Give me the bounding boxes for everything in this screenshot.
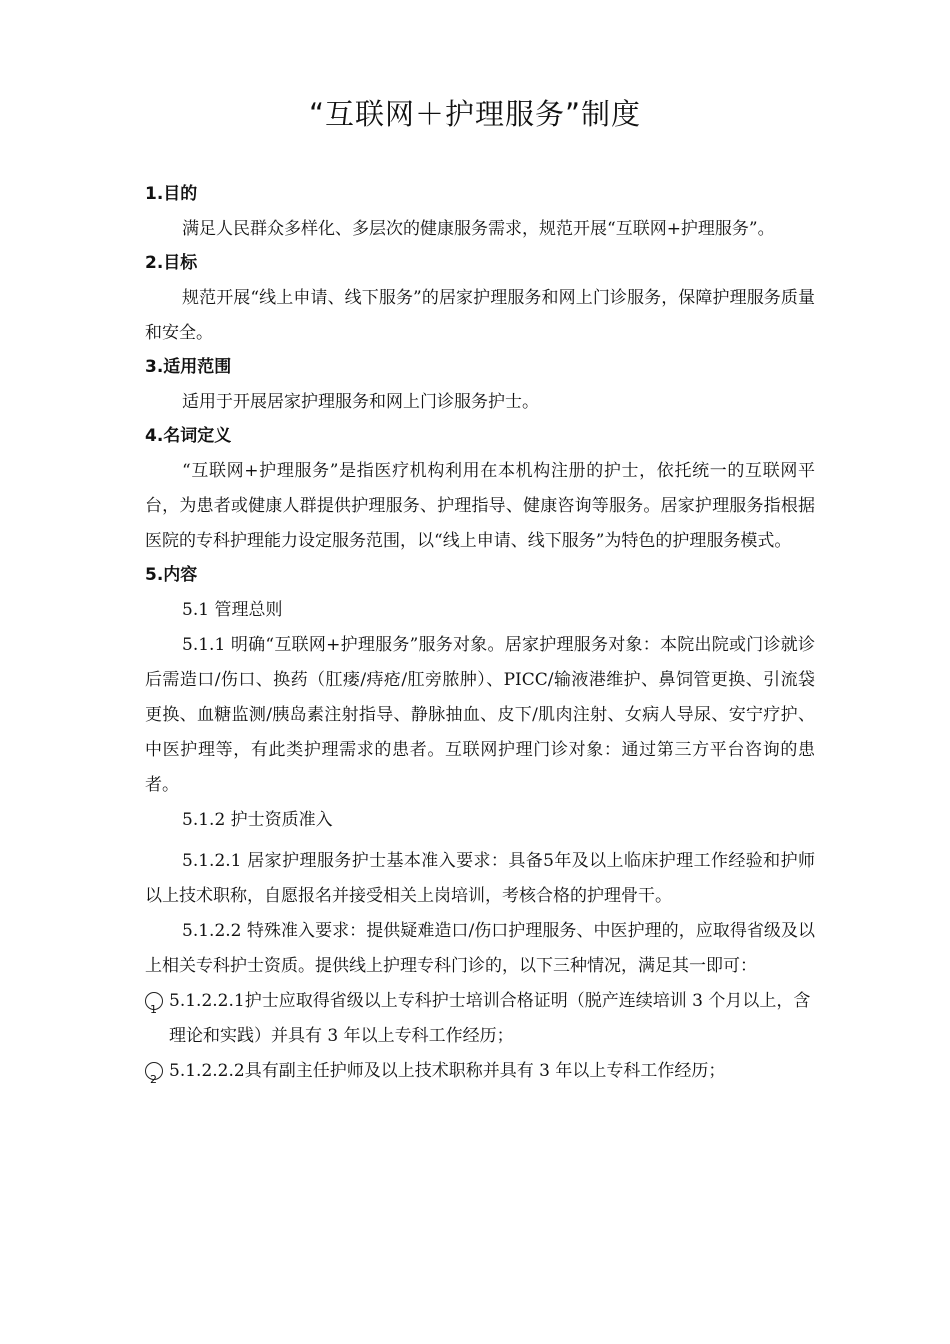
- clause-5-1-2-1: 5.1.2.1 居家护理服务护士基本准入要求：具备5年及以上临床护理工作经验和护师以上技术职称，自愿报名并接受相关上岗培训，考核合格的护理骨干。: [145, 851, 815, 906]
- section-body-purpose: 满足人民群众多样化、多层次的健康服务需求，规范开展“互联网+护理服务”。: [182, 219, 775, 239]
- section-heading-definitions: 4.名词定义: [145, 426, 232, 446]
- document-title: “互联网＋护理服务”制度: [308, 97, 642, 131]
- clause-5-1-2: 5.1.2 护士资质准入: [182, 810, 333, 830]
- list-item: [143, 984, 815, 1054]
- section-heading-purpose: 1.目的: [145, 184, 198, 204]
- clause-5-1-2-2-1: 5.1.2.2.1护士应取得省级以上专科护士培训合格证明（脱产连续培训 3 个月以上，含理论和实践）并具有 3 年以上专科工作经历；: [169, 991, 811, 1046]
- section-heading-goal: 2.目标: [145, 253, 198, 273]
- section-heading-scope: 3.适用范围: [145, 357, 232, 377]
- section-heading-content: 5.内容: [145, 565, 198, 585]
- section-body-definitions: “互联网+护理服务”是指医疗机构利用在本机构注册的护士，依托统一的互联网平台，为患者或健康人群提供护理服务、护理指导、健康咨询等服务。居家护理服务指根据医院的专科护理能力设定服务范围，以“线上申请、线下服务”为特色的护理服务模式。: [145, 461, 815, 551]
- clause-5-1-1: 5.1.1 明确“互联网+护理服务”服务对象。居家护理服务对象：本院出院或门诊就诊后需造口/伤口、换药（肛瘘/痔疮/肛旁脓肿）、PICC/输液港维护、鼻饲管更换、引流袋更换、血糖监测/胰岛素注射指导、静脉抽血、皮下/肌肉注射、女病人导尿、安宁疗护、中医护理等，有此类护理需求的患者。互联网护理门诊对象：通过第三方平台咨询的患者。: [145, 635, 815, 795]
- section-body-scope: 适用于开展居家护理服务和网上门诊服务护士。: [182, 392, 539, 412]
- document-body: [145, 178, 815, 1089]
- clause-5-1-2-2-2: 5.1.2.2.2具有副主任护师及以上技术职称并具有 3 年以上专科工作经历；: [169, 1061, 726, 1081]
- list-marker-number: 2: [150, 1073, 157, 1086]
- clause-5-1-2-2: 5.1.2.2 特殊准入要求：提供疑难造口/伤口护理服务、中医护理的，应取得省级及以上相关专科护士资质。提供线上护理专科门诊的，以下三种情况，满足其一即可：: [145, 921, 815, 976]
- list-item: [143, 1054, 815, 1089]
- section-body-goal: 规范开展“线上申请、线下服务”的居家护理服务和网上门诊服务，保障护理服务质量和安全。: [145, 288, 815, 343]
- clause-5-1: 5.1 管理总则: [182, 600, 283, 620]
- list-marker-number: 1: [150, 1003, 157, 1016]
